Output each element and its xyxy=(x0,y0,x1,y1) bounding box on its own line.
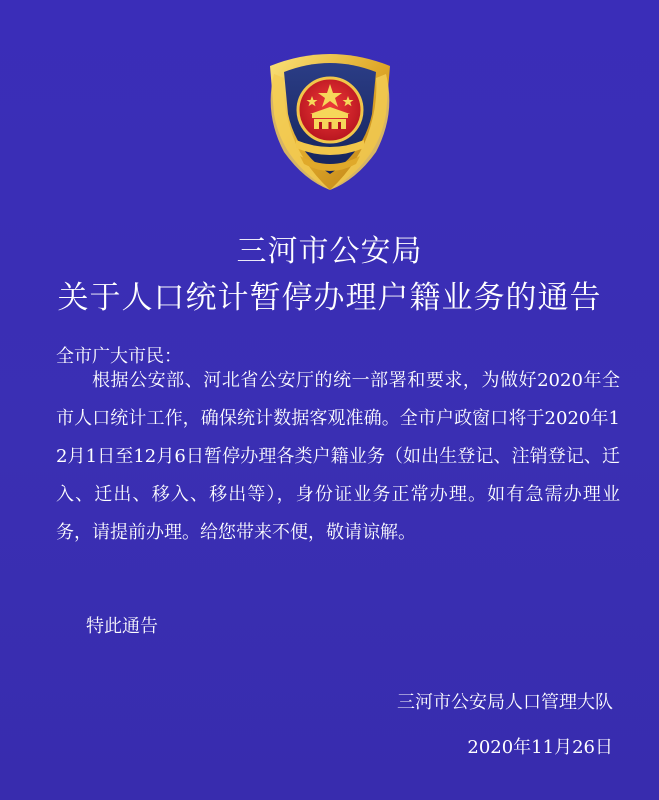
notice-body: 根据公安部、河北省公安厅的统一部署和要求，为做好2020年全市人口统计工作，确保统计数据客观准确。全市户政窗口将于2020年12月1日至12月6日暂停办理各类户籍业务（如出生登记、注销登记、迁入、迁出、移入、移出等），身份证业务正常办理。如有急需办理业务，请提前办理。给您带来不便，敬请谅解。 xyxy=(56,370,620,543)
notice-issuer-title: 三河市公安局 xyxy=(236,234,423,269)
closing-phrase: 特此通告 xyxy=(86,616,158,637)
salutation: 全市广大市民： xyxy=(56,346,182,367)
notice-subject-title: 关于人口统计暂停办理户籍业务的通告 xyxy=(57,280,602,316)
issuer-signature: 三河市公安局人口管理大队 xyxy=(397,692,613,713)
police-emblem-icon xyxy=(260,44,400,194)
issue-date: 2020年11月26日 xyxy=(467,737,613,758)
